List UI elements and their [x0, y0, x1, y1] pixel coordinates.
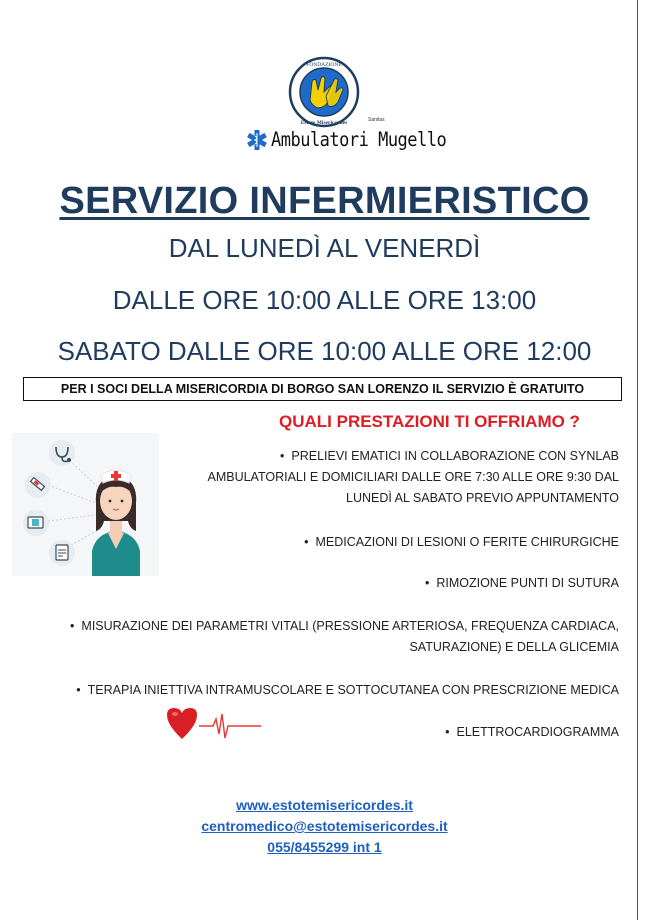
- heart-ecg-icon: [165, 707, 263, 745]
- svg-text:Estote Misericordes: Estote Misericordes: [300, 120, 348, 126]
- free-service-notice: PER I SOCI DELLA MISERICORDIA DI BORGO SAN LORENZO IL SERVIZIO È GRATUITO: [23, 377, 622, 401]
- monitor-icon: [23, 510, 49, 536]
- services-heading: QUALI PRESTAZIONI TI OFFRIAMO ?: [279, 412, 580, 431]
- service-vital-signs: • MISURAZIONE DEI PARAMETRI VITALI (PRESSIONE ARTERIOSA, FREQUENZA CARDIACA, SATURAZIONE) E DELLA GLICEMIA: [40, 616, 619, 658]
- bullet: •: [424, 576, 430, 590]
- email-link[interactable]: centromedico@estotemisericordes.it: [201, 818, 448, 834]
- service-wound-care: • MEDICAZIONI DI LESIONI O FERITE CHIRURGICHE: [200, 532, 619, 553]
- page-edge-line: [637, 0, 638, 920]
- syringe-icon: [25, 472, 51, 498]
- stethoscope-icon: [49, 440, 75, 466]
- bullet: •: [304, 535, 309, 549]
- days-text: DAL LUNEDÌ AL VENERDÌ: [168, 233, 481, 263]
- svg-text:FONDAZIONE: FONDAZIONE: [306, 62, 342, 68]
- service-blood-draw: • PRELIEVI EMATICI IN COLLABORAZIONE CON SYNLAB AMBULATORIALI E DOMICILIARI DALLE ORE 7:30 ALLE ORE 9:30 DAL LUNEDÌ AL SABATO PREVIO APPUNTAMENTO: [200, 446, 619, 509]
- bullet: •: [445, 725, 450, 739]
- star-of-life-icon: [246, 129, 268, 151]
- page-title: SERVIZIO INFERMIERISTICO: [59, 180, 590, 222]
- bullet: •: [279, 449, 285, 463]
- bullet: •: [76, 683, 81, 697]
- service-suture-removal: • RIMOZIONE PUNTI DI SUTURA: [200, 573, 619, 594]
- clipboard-icon: [49, 540, 75, 566]
- service-injections: • TERAPIA INIETTIVA INTRAMUSCOLARE E SOTTOCUTANEA CON PRESCRIZIONE MEDICA: [40, 680, 619, 701]
- phone-link[interactable]: 055/8455299 int 1: [267, 839, 382, 855]
- website-link[interactable]: www.estotemisericordes.it: [236, 797, 413, 813]
- weekday-hours-text: DALLE ORE 10:00 ALLE ORE 13:00: [112, 285, 537, 315]
- fondazione-logo: [288, 56, 360, 128]
- service-ecg: • ELETTROCARDIOGRAMMA: [200, 722, 619, 743]
- brand-small-text: Sanitas: [368, 117, 385, 123]
- saturday-hours-text: SABATO DALLE ORE 10:00 ALLE ORE 12:00: [57, 336, 592, 366]
- bullet: •: [70, 619, 75, 633]
- brand-line: [246, 126, 446, 154]
- brand-name: Ambulatori Mugello: [271, 128, 447, 152]
- nurse-illustration: [12, 433, 159, 576]
